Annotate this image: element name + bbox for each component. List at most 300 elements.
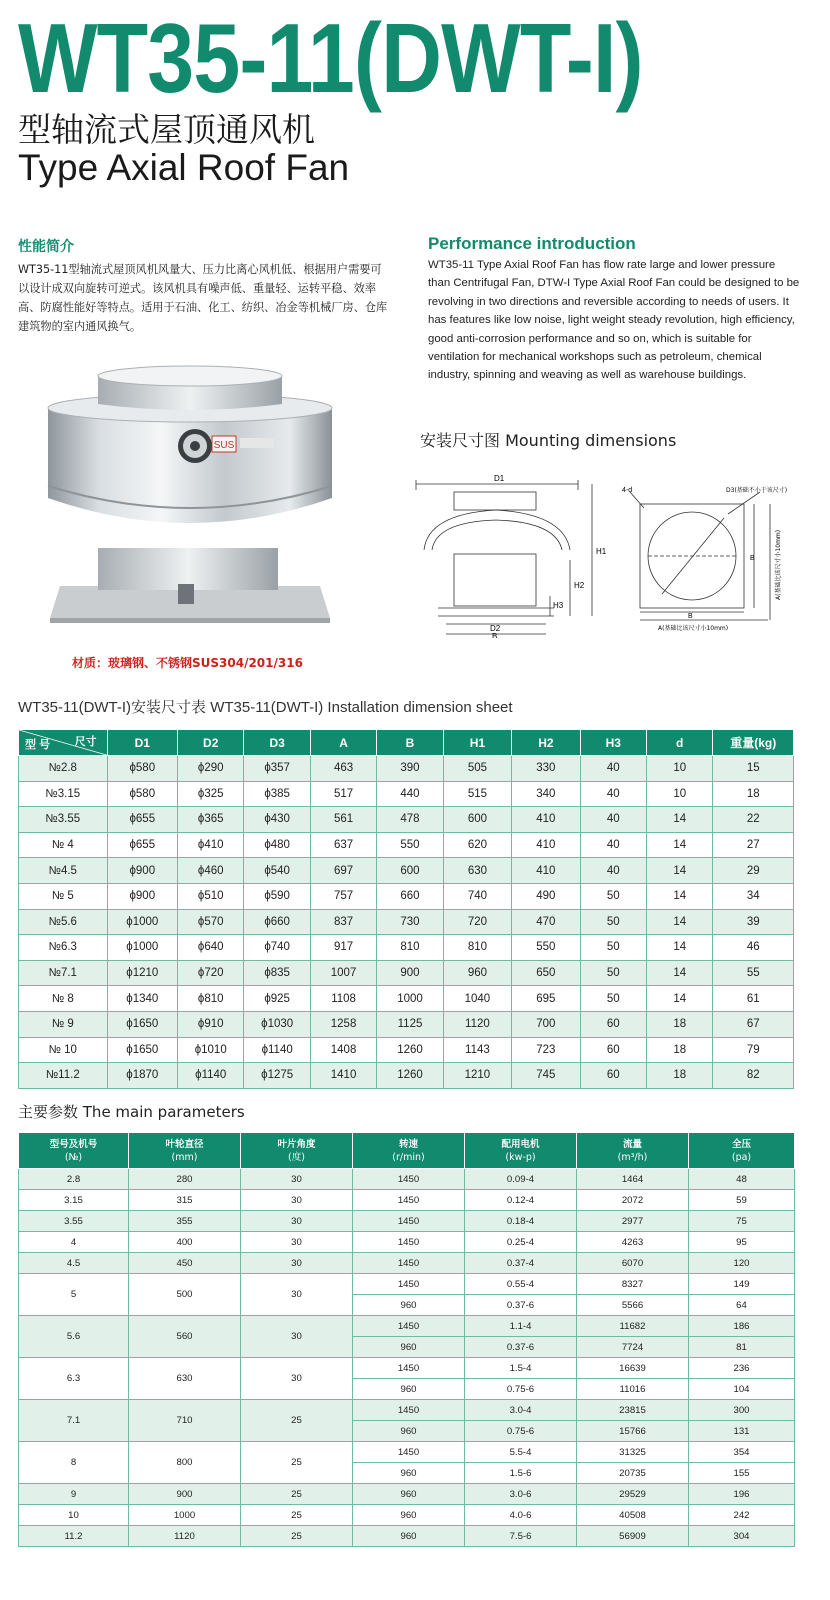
dimension-cell: 740	[443, 883, 511, 909]
table-row	[19, 960, 794, 986]
impeller-diameter-cell: 280	[129, 1169, 241, 1190]
product-model-title: WT35-11(DWT-I)	[18, 3, 643, 113]
dimension-cell: 50	[580, 960, 646, 986]
speed-cell: 1450	[353, 1211, 465, 1232]
speed-cell: 960	[353, 1379, 465, 1400]
motor-cell: 4.0-6	[465, 1505, 577, 1526]
pressure-cell: 300	[689, 1400, 795, 1421]
speed-cell: 960	[353, 1337, 465, 1358]
dimension-cell: ϕ1000	[107, 909, 177, 935]
label-hole: 4-d	[622, 487, 633, 494]
dimension-cell: 660	[377, 883, 443, 909]
blade-angle-cell: 30	[241, 1190, 353, 1211]
dimension-cell: 14	[647, 807, 713, 833]
dimension-cell: 40	[580, 858, 646, 884]
param-header-cell	[689, 1133, 795, 1169]
flow-cell: 2072	[577, 1190, 689, 1211]
model-cell: 7.1	[19, 1400, 129, 1442]
pressure-cell: 120	[689, 1253, 795, 1274]
dimension-cell: 630	[443, 858, 511, 884]
impeller-diameter-cell: 560	[129, 1316, 241, 1358]
dimension-cell: 18	[647, 1011, 713, 1037]
param-header-cell	[353, 1133, 465, 1169]
label-b-bottom: B	[688, 613, 693, 620]
dimension-cell: 757	[310, 883, 376, 909]
dimension-cell: 440	[377, 781, 443, 807]
label-d2: D2	[490, 624, 501, 633]
dimension-cell: 14	[647, 909, 713, 935]
impeller-diameter-cell: 355	[129, 1211, 241, 1232]
speed-cell: 1450	[353, 1169, 465, 1190]
dimension-cell: ϕ590	[244, 883, 310, 909]
param-group	[19, 1358, 795, 1400]
pressure-cell: 131	[689, 1421, 795, 1442]
dimension-cell: 40	[580, 807, 646, 833]
table-row	[19, 832, 794, 858]
motor-cell: 0.37-6	[465, 1337, 577, 1358]
blade-angle-cell: 30	[241, 1232, 353, 1253]
motor-cell: 0.37-4	[465, 1253, 577, 1274]
dimension-cell: 1260	[377, 1063, 443, 1089]
param-header-cell	[577, 1133, 689, 1169]
dimension-cell: ϕ1650	[107, 1011, 177, 1037]
flow-cell: 29529	[577, 1484, 689, 1505]
model-cell: № 10	[19, 1037, 108, 1063]
motor-cell: 3.0-4	[465, 1400, 577, 1421]
dimension-cell: 60	[580, 1037, 646, 1063]
flow-cell: 23815	[577, 1400, 689, 1421]
dimension-cell: ϕ1000	[107, 935, 177, 961]
table-row	[19, 1526, 795, 1547]
speed-cell: 1450	[353, 1190, 465, 1211]
param-header-unit: (mm)	[171, 1151, 198, 1163]
dimension-cell: ϕ925	[244, 986, 310, 1012]
dimension-cell: 39	[713, 909, 794, 935]
dimension-cell: ϕ540	[244, 858, 310, 884]
dimension-cell: 14	[647, 858, 713, 884]
table-row	[19, 1400, 795, 1421]
impeller-diameter-cell: 500	[129, 1274, 241, 1316]
dimension-cell: 18	[713, 781, 794, 807]
pressure-cell: 196	[689, 1484, 795, 1505]
dimension-cell: ϕ1210	[107, 960, 177, 986]
param-group	[19, 1400, 795, 1442]
dimension-cell: 463	[310, 756, 376, 782]
dimension-cell: ϕ480	[244, 832, 310, 858]
intro-heading-cn: 性能简介	[18, 239, 74, 255]
dimension-cell: 40	[580, 781, 646, 807]
table-row	[19, 1358, 795, 1379]
table-row	[19, 756, 794, 782]
table-row	[19, 1316, 795, 1337]
pressure-cell: 81	[689, 1337, 795, 1358]
main-parameters-table	[18, 1132, 795, 1547]
dimension-cell: 470	[512, 909, 580, 935]
dimension-cell: 1007	[310, 960, 376, 986]
dimension-cell: ϕ580	[107, 756, 177, 782]
speed-cell: 960	[353, 1484, 465, 1505]
dimension-cell: 723	[512, 1037, 580, 1063]
flow-cell: 1464	[577, 1169, 689, 1190]
dimension-cell: ϕ325	[178, 781, 244, 807]
dimension-cell: ϕ460	[178, 858, 244, 884]
table-row	[19, 1063, 794, 1089]
pressure-cell: 149	[689, 1274, 795, 1295]
header-a: A	[310, 730, 376, 756]
label-a-bottom: A(基础比该尺寸小10mm)	[658, 625, 729, 632]
dimension-cell: 697	[310, 858, 376, 884]
param-group	[19, 1253, 795, 1274]
param-header-name: 全压	[731, 1138, 751, 1150]
dimension-cell: 34	[713, 883, 794, 909]
param-group	[19, 1274, 795, 1316]
dimension-cell: ϕ1140	[244, 1037, 310, 1063]
dimension-cell: ϕ1010	[178, 1037, 244, 1063]
pressure-cell: 304	[689, 1526, 795, 1547]
param-header-unit: (kw-p)	[505, 1151, 536, 1163]
param-header-name: 转速	[398, 1138, 418, 1150]
dimension-cell: ϕ1140	[178, 1063, 244, 1089]
sus-badge: SUS	[213, 440, 235, 451]
mounting-dimension-drawing	[408, 470, 808, 638]
dimension-cell: 515	[443, 781, 511, 807]
dimension-cell: ϕ1650	[107, 1037, 177, 1063]
dimension-cell: 14	[647, 832, 713, 858]
material-note: 材质：玻璃钢、不锈钢SUS304/201/316	[72, 656, 303, 670]
pressure-cell: 104	[689, 1379, 795, 1400]
dimension-cell: ϕ740	[244, 935, 310, 961]
dimension-cell: 695	[512, 986, 580, 1012]
model-cell: 5.6	[19, 1316, 129, 1358]
motor-cell: 1.5-6	[465, 1463, 577, 1484]
dimension-cell: 1120	[443, 1011, 511, 1037]
table-row	[19, 1232, 795, 1253]
model-cell: №11.2	[19, 1063, 108, 1089]
blade-angle-cell: 25	[241, 1526, 353, 1547]
param-header-name: 叶片角度	[277, 1138, 316, 1150]
motor-cell: 0.75-6	[465, 1421, 577, 1442]
flow-cell: 15766	[577, 1421, 689, 1442]
param-header-unit: (r/min)	[392, 1151, 425, 1163]
dimension-cell: ϕ365	[178, 807, 244, 833]
params-table-header	[19, 1133, 795, 1169]
dimension-cell: 900	[377, 960, 443, 986]
intro-text-cn: WT35-11型轴流式屋顶风机风量大、压力比离心风机低、根据用户需要可以设计成双向旋转可逆式。该风机具有噪声低、重量轻、运转平稳、效率高、防腐性能好等特点。适用于石油、化工、纺织、冶金等机械厂房、仓库建筑物的室内通风换气。	[18, 263, 388, 333]
motor-cell: 0.12-4	[465, 1190, 577, 1211]
dimension-cell: 730	[377, 909, 443, 935]
param-group	[19, 1526, 795, 1547]
dimension-cell: 67	[713, 1011, 794, 1037]
param-group	[19, 1169, 795, 1190]
motor-cell: 0.55-4	[465, 1274, 577, 1295]
dimension-cell: 79	[713, 1037, 794, 1063]
model-cell: №3.55	[19, 807, 108, 833]
param-group	[19, 1316, 795, 1358]
header-d3: D3	[244, 730, 310, 756]
param-header-name: 流量	[622, 1138, 642, 1150]
blade-angle-cell: 25	[241, 1484, 353, 1505]
dimension-cell: ϕ655	[107, 832, 177, 858]
dimension-cell: 550	[377, 832, 443, 858]
flow-cell: 16639	[577, 1358, 689, 1379]
param-header-name: 叶轮直径	[165, 1138, 204, 1150]
flow-cell: 11016	[577, 1379, 689, 1400]
motor-cell: 0.18-4	[465, 1211, 577, 1232]
dimension-cell: 550	[512, 935, 580, 961]
flow-cell: 31325	[577, 1442, 689, 1463]
model-cell: 11.2	[19, 1526, 129, 1547]
install-table-title: WT35-11(DWT-I)安装尺寸表 WT35-11(DWT-I) Installation dimension sheet	[18, 699, 513, 716]
impeller-diameter-cell: 630	[129, 1358, 241, 1400]
dimension-cell: ϕ655	[107, 807, 177, 833]
label-h3: H3	[553, 601, 564, 610]
corner-header-cell	[19, 730, 108, 756]
dimension-cell: ϕ357	[244, 756, 310, 782]
flow-cell: 4263	[577, 1232, 689, 1253]
header-b: B	[377, 730, 443, 756]
pressure-cell: 242	[689, 1505, 795, 1526]
table-row	[19, 781, 794, 807]
pressure-cell: 59	[689, 1190, 795, 1211]
model-cell: № 5	[19, 883, 108, 909]
param-header-unit: (pa)	[731, 1151, 752, 1163]
param-group	[19, 1211, 795, 1232]
blade-angle-cell: 30	[241, 1358, 353, 1400]
model-cell: 3.55	[19, 1211, 129, 1232]
model-cell: № 9	[19, 1011, 108, 1037]
motor-cell: 0.75-6	[465, 1379, 577, 1400]
table-row	[19, 1484, 795, 1505]
dimension-cell: 40	[580, 756, 646, 782]
dimension-cell: ϕ900	[107, 883, 177, 909]
dimension-cell: 27	[713, 832, 794, 858]
roof-fan-photo	[40, 358, 340, 623]
dimension-cell: 478	[377, 807, 443, 833]
table-row	[19, 1190, 795, 1211]
pressure-cell: 155	[689, 1463, 795, 1484]
label-a-side: A(基础比该尺寸小10mm)	[775, 529, 782, 600]
dimension-cell: ϕ720	[178, 960, 244, 986]
corner-label-model: 型 号	[25, 739, 51, 751]
flow-cell: 5566	[577, 1295, 689, 1316]
motor-cell: 7.5-6	[465, 1526, 577, 1547]
dimension-cell: 340	[512, 781, 580, 807]
pressure-cell: 236	[689, 1358, 795, 1379]
header-d: d	[647, 730, 713, 756]
dimension-cell: 410	[512, 807, 580, 833]
model-cell: 2.8	[19, 1169, 129, 1190]
dimension-cell: 517	[310, 781, 376, 807]
dimension-cell: 10	[647, 756, 713, 782]
dimension-cell: 1108	[310, 986, 376, 1012]
dimension-cell: 1408	[310, 1037, 376, 1063]
mounting-title: 安装尺寸图 Mounting dimensions	[420, 431, 677, 450]
blade-angle-cell: 25	[241, 1400, 353, 1442]
impeller-diameter-cell: 800	[129, 1442, 241, 1484]
motor-cell: 0.09-4	[465, 1169, 577, 1190]
intro-heading-en: Performance introduction	[428, 234, 636, 253]
label-b-side: B	[750, 555, 755, 562]
header-h2: H2	[512, 730, 580, 756]
param-header-unit: (度)	[288, 1151, 305, 1163]
impeller-diameter-cell: 1000	[129, 1505, 241, 1526]
blade-angle-cell: 30	[241, 1316, 353, 1358]
dimension-cell: 60	[580, 1011, 646, 1037]
dimension-cell: 810	[377, 935, 443, 961]
dimension-cell: 40	[580, 832, 646, 858]
model-cell: 9	[19, 1484, 129, 1505]
header-d1: D1	[107, 730, 177, 756]
dimension-cell: 50	[580, 883, 646, 909]
dimension-cell: 29	[713, 858, 794, 884]
table-row	[19, 1011, 794, 1037]
dimension-cell: 1000	[377, 986, 443, 1012]
dimension-cell: 600	[443, 807, 511, 833]
pressure-cell: 354	[689, 1442, 795, 1463]
model-cell: 8	[19, 1442, 129, 1484]
flow-cell: 40508	[577, 1505, 689, 1526]
blade-angle-cell: 30	[241, 1274, 353, 1316]
speed-cell: 960	[353, 1421, 465, 1442]
pressure-cell: 64	[689, 1295, 795, 1316]
dimension-cell: ϕ1870	[107, 1063, 177, 1089]
speed-cell: 1450	[353, 1358, 465, 1379]
dimension-cell: 15	[713, 756, 794, 782]
model-cell: 4.5	[19, 1253, 129, 1274]
dimension-cell: 1143	[443, 1037, 511, 1063]
flow-cell: 11682	[577, 1316, 689, 1337]
table-row	[19, 1211, 795, 1232]
param-group	[19, 1190, 795, 1211]
dimension-cell: ϕ1030	[244, 1011, 310, 1037]
dimension-cell: 14	[647, 960, 713, 986]
dimension-cell: ϕ900	[107, 858, 177, 884]
label-d1: D1	[494, 474, 505, 483]
dimension-cell: 561	[310, 807, 376, 833]
dimension-cell: 620	[443, 832, 511, 858]
impeller-diameter-cell: 710	[129, 1400, 241, 1442]
dimension-cell: 60	[580, 1063, 646, 1089]
header-d2: D2	[178, 730, 244, 756]
dimension-cell: 650	[512, 960, 580, 986]
dimension-cell: ϕ430	[244, 807, 310, 833]
motor-cell: 0.25-4	[465, 1232, 577, 1253]
dimension-cell: 22	[713, 807, 794, 833]
dimension-cell: 55	[713, 960, 794, 986]
model-cell: 10	[19, 1505, 129, 1526]
corner-label-size: 尺寸	[74, 736, 97, 748]
impeller-diameter-cell: 900	[129, 1484, 241, 1505]
pressure-cell: 186	[689, 1316, 795, 1337]
blade-angle-cell: 25	[241, 1442, 353, 1484]
dimension-cell: 14	[647, 883, 713, 909]
label-b: B	[492, 632, 498, 638]
blade-angle-cell: 25	[241, 1505, 353, 1526]
speed-cell: 1450	[353, 1442, 465, 1463]
dimension-cell: ϕ410	[178, 832, 244, 858]
model-cell: №2.8	[19, 756, 108, 782]
dimension-cell: ϕ1275	[244, 1063, 310, 1089]
impeller-diameter-cell: 450	[129, 1253, 241, 1274]
dimension-cell: ϕ385	[244, 781, 310, 807]
flow-cell: 7724	[577, 1337, 689, 1358]
dimension-cell: 490	[512, 883, 580, 909]
speed-cell: 1450	[353, 1253, 465, 1274]
param-group	[19, 1232, 795, 1253]
dimension-cell: 1258	[310, 1011, 376, 1037]
speed-cell: 960	[353, 1526, 465, 1547]
model-cell: №5.6	[19, 909, 108, 935]
dimension-cell: 46	[713, 935, 794, 961]
speed-cell: 960	[353, 1463, 465, 1484]
motor-cell: 5.5-4	[465, 1442, 577, 1463]
flow-cell: 8327	[577, 1274, 689, 1295]
dimension-cell: 720	[443, 909, 511, 935]
product-name-en: Type Axial Roof Fan	[18, 147, 350, 188]
table-row	[19, 1274, 795, 1295]
speed-cell: 960	[353, 1295, 465, 1316]
param-header-unit: (№)	[64, 1151, 83, 1163]
dimension-cell: ϕ290	[178, 756, 244, 782]
table-row	[19, 1037, 794, 1063]
dimension-cell: 61	[713, 986, 794, 1012]
pressure-cell: 48	[689, 1169, 795, 1190]
dimension-cell: 18	[647, 1037, 713, 1063]
model-cell: № 4	[19, 832, 108, 858]
model-cell: №4.5	[19, 858, 108, 884]
dimension-cell: ϕ640	[178, 935, 244, 961]
header-weight: 重量(kg)	[713, 730, 794, 756]
dimension-cell: 700	[512, 1011, 580, 1037]
table-row	[19, 986, 794, 1012]
dimension-cell: ϕ835	[244, 960, 310, 986]
table-row	[19, 807, 794, 833]
dimension-cell: 810	[443, 935, 511, 961]
motor-cell: 3.0-6	[465, 1484, 577, 1505]
dimension-cell: 1040	[443, 986, 511, 1012]
pressure-cell: 75	[689, 1211, 795, 1232]
dimension-cell: 1410	[310, 1063, 376, 1089]
dimension-cell: 14	[647, 935, 713, 961]
model-cell: №7.1	[19, 960, 108, 986]
dimension-cell: 10	[647, 781, 713, 807]
dimension-cell: 50	[580, 986, 646, 1012]
dimension-cell: 410	[512, 832, 580, 858]
flow-cell: 56909	[577, 1526, 689, 1547]
speed-cell: 1450	[353, 1400, 465, 1421]
flow-cell: 20735	[577, 1463, 689, 1484]
dimension-cell: 505	[443, 756, 511, 782]
install-table-header	[19, 730, 794, 756]
dimension-cell: ϕ580	[107, 781, 177, 807]
table-row	[19, 1169, 795, 1190]
table-row	[19, 1505, 795, 1526]
dimension-cell: 14	[647, 986, 713, 1012]
blade-angle-cell: 30	[241, 1211, 353, 1232]
param-header-name: 配用电机	[501, 1138, 540, 1150]
model-cell: 6.3	[19, 1358, 129, 1400]
impeller-diameter-cell: 315	[129, 1190, 241, 1211]
model-cell: 3.15	[19, 1190, 129, 1211]
dimension-cell: ϕ910	[178, 1011, 244, 1037]
model-cell: №3.15	[19, 781, 108, 807]
motor-cell: 1.5-4	[465, 1358, 577, 1379]
label-h2: H2	[574, 581, 585, 590]
param-group	[19, 1442, 795, 1484]
param-header-cell	[129, 1133, 241, 1169]
motor-cell: 1.1-4	[465, 1316, 577, 1337]
blade-angle-cell: 30	[241, 1169, 353, 1190]
